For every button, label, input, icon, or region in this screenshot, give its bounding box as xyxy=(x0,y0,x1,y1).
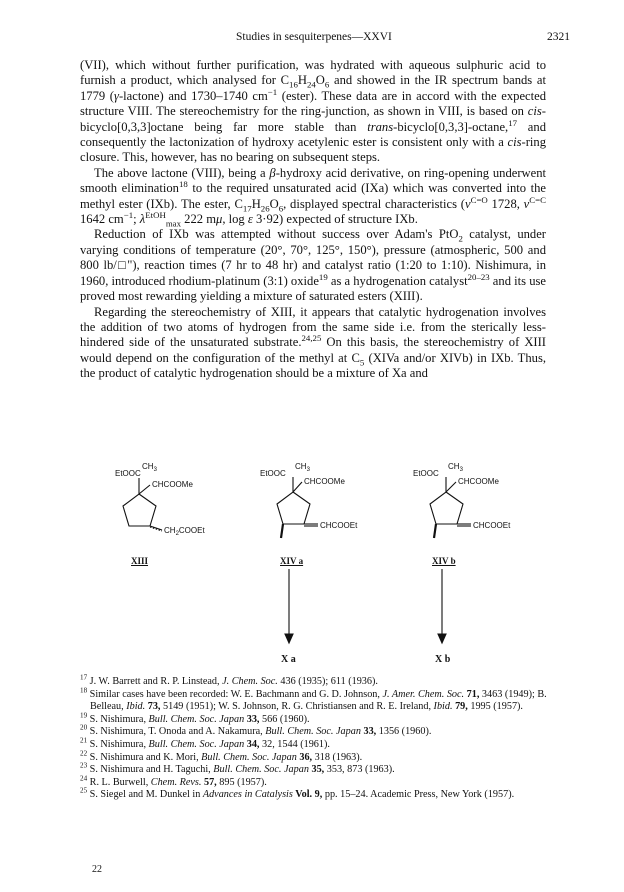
footnote xyxy=(80,711,548,727)
ester-label: EtOOC xyxy=(413,469,439,478)
text-run: -bicyclo[0,3,3]-octane, xyxy=(393,119,509,134)
superscript: −1 xyxy=(123,209,134,220)
footnote xyxy=(80,774,548,790)
product-label-xa: X a xyxy=(281,654,296,665)
text-run: and consequently the lactonization of hydroxy acetylenic ester is consistent only with a xyxy=(80,119,546,150)
text-run: Ibid. xyxy=(126,701,146,713)
superscript: 25 xyxy=(80,786,88,795)
text-run: R. L. Burwell, xyxy=(87,776,151,788)
text-run: 436 (1935); 611 (1936). xyxy=(277,676,378,687)
chemical-scheme xyxy=(80,462,546,670)
superscript: C=O xyxy=(470,194,488,205)
subscript: 24 xyxy=(306,79,316,90)
compound-label-xiva: XIV a xyxy=(280,556,304,566)
arrowhead-xivb xyxy=(438,634,446,643)
text-run: β xyxy=(269,165,276,180)
text-run: , displayed spectral characteristics ( xyxy=(283,196,465,211)
subscript: 17 xyxy=(242,203,252,214)
ester-label: EtOOC xyxy=(115,469,141,478)
branch-label: CHCOOMe xyxy=(304,477,345,486)
superscript: 22 xyxy=(80,749,88,758)
paragraph xyxy=(80,305,546,382)
superscript: EtOH xyxy=(145,209,166,220)
subscript: 26 xyxy=(260,203,270,214)
text-run: 33, xyxy=(244,713,260,725)
text-run: and showed in the IR spectrum bands at 1779 ( xyxy=(80,73,546,103)
text-run: (XIVa and/or XIVb) in IXb. Thus, the product of catalytic hydrogenation should be a mixture of Xa and xyxy=(80,350,546,381)
text-run: 57, xyxy=(201,776,217,788)
text-run: ν xyxy=(523,196,530,211)
text-run: -hydroxy acid derivative, on ring-opening underwent smooth elimination xyxy=(80,165,547,196)
methyl-label: $CH_3$ xyxy=(142,462,157,473)
compound-label-xiii: XIII xyxy=(131,556,149,566)
text-run: λ xyxy=(139,212,146,227)
text-run: cis xyxy=(507,135,522,150)
branch-label: CHCOOMe xyxy=(152,480,193,489)
footnote xyxy=(80,749,548,765)
footnote xyxy=(80,673,548,689)
subscript: 5 xyxy=(359,357,365,368)
text-run: to the required unsaturated acid (IXa) which was converted into the methyl ester (IXb). The ester, C xyxy=(80,181,546,211)
superscript: 20–23 xyxy=(467,271,490,282)
paragraph xyxy=(80,227,546,304)
subscript: 16 xyxy=(289,79,298,90)
subscript: 2 xyxy=(458,233,463,244)
text-run: 73, xyxy=(145,701,161,713)
side-chain-label: CHCOOEt xyxy=(320,521,358,530)
side-chain-label: $CH_2COOEt$ xyxy=(164,526,205,537)
text-run: catalyst, under varying conditions of temperature (20°, 70°, 125°, 150°), pressure (atmospheric, 500 and 800 lb/□"), reaction times (7 hr to 48 hr) and catalyst ratio (1:20 to 1:10). Nishimura, in 1960, introduced rhodium-platinum (3:1) oxide xyxy=(80,227,546,288)
text-run: J. Chem. Soc. xyxy=(222,676,278,687)
text-run: 33, xyxy=(360,726,377,738)
text-run: On this basis, the stereochemistry of XIII would depend on the configuration of the methyl at C xyxy=(80,335,546,365)
text-run: H xyxy=(251,196,261,211)
text-run: (ester). These data are in accord with the expected structure VIII. The stereochemistry for the ring-junction, as shown in VIII, is based on xyxy=(80,88,547,119)
text-run: S. Nishimura and K. Mori, xyxy=(87,751,202,763)
text-run: (VII), which without further purification, was hydrated with aqueous sulphuric acid to furnish a product, which analysed for C xyxy=(80,58,546,88)
page-number: 2321 xyxy=(547,31,570,43)
methyl-label: $CH_3$ xyxy=(295,462,310,473)
text-run: Bull. Chem. Soc. Japan xyxy=(148,738,245,750)
text-run: The above lactone (VIII), being a xyxy=(94,165,270,180)
text-run: S. Nishimura and H. Taguchi, xyxy=(87,764,214,776)
running-title: Studies in sesquiterpenes—XXVI xyxy=(236,31,392,43)
superscript: 24,25 xyxy=(301,333,322,344)
text-run: 3463 (1949); B. Belleau, xyxy=(90,688,547,713)
superscript: 19 xyxy=(80,711,88,720)
superscript: −1 xyxy=(267,86,278,97)
text-run: 35, xyxy=(308,764,325,776)
text-run: Reduction of IXb was attempted without success over Adam's PtO xyxy=(94,227,459,242)
text-run: O xyxy=(315,73,325,88)
subscript: 6 xyxy=(324,79,330,90)
text-run: as a hydrogenation catalyst xyxy=(327,273,468,288)
text-run: Bull. Chem. Soc. Japan xyxy=(213,764,309,776)
text-run: μ xyxy=(215,212,223,227)
text-run: 1728, xyxy=(487,196,524,211)
structure-drawings xyxy=(80,462,546,670)
text-run: O xyxy=(269,196,279,211)
text-run: 71, xyxy=(464,688,482,700)
text-run: pp. 15–24. Academic Press, New York (1957). xyxy=(322,789,515,801)
text-run: 36, xyxy=(296,751,313,763)
text-run: 1995 (1957). xyxy=(467,701,523,713)
text-run: γ xyxy=(114,88,119,103)
superscript: 21 xyxy=(80,736,88,745)
text-run: Vol. 9, xyxy=(292,789,323,801)
footnote xyxy=(80,723,548,739)
structure-xivb xyxy=(430,477,471,538)
text-run: -bicyclo[0,3,3]octane being far more stable than xyxy=(80,104,546,134)
text-run: , log xyxy=(222,212,248,227)
text-run: Bull. Chem. Soc. Japan xyxy=(148,713,245,725)
text-run: 353, 873 (1963). xyxy=(324,764,395,776)
compound-label-xivb: XIV b xyxy=(432,556,456,566)
footnote xyxy=(80,761,548,777)
superscript: 23 xyxy=(80,761,88,770)
subscript: 6 xyxy=(278,203,284,214)
text-run: Bull. Chem. Soc. Japan xyxy=(201,751,297,763)
text-run: J. Amer. Chem. Soc. xyxy=(382,688,465,700)
footnotes xyxy=(80,673,548,802)
text-run: 222 m xyxy=(181,212,216,227)
text-run: 566 (1960). xyxy=(259,713,310,725)
text-run: 32, 1544 (1961). xyxy=(259,738,330,750)
text-run: ; xyxy=(133,212,140,227)
text-run: 79, xyxy=(452,701,468,713)
superscript: 17 xyxy=(508,117,517,128)
text-run: 318 (1963). xyxy=(312,751,363,763)
running-header xyxy=(0,31,624,47)
paragraph xyxy=(80,166,546,228)
paragraph xyxy=(80,58,546,166)
text-run: J. W. Barrett and R. P. Linstead, xyxy=(87,676,223,687)
text-run: -ring closure. This, however, has no bearing on subsequent steps. xyxy=(80,135,546,165)
text-run: H xyxy=(297,73,307,88)
superscript: 20 xyxy=(80,723,88,732)
text-run: Similar cases have been recorded: W. E. Bachmann and G. D. Johnson, xyxy=(87,688,383,700)
text-run: Advances in Catalysis xyxy=(202,789,293,801)
text-run: and its use proved most rewarding yielding a mixture of saturated esters (XIII). xyxy=(80,273,546,304)
text-run: S. Siegel and M. Dunkel in xyxy=(87,789,203,801)
superscript: 24 xyxy=(80,774,88,783)
text-run: 1356 (1960). xyxy=(376,726,432,738)
text-run: 1642 cm xyxy=(80,212,124,227)
text-run: Ibid. xyxy=(433,701,453,713)
methyl-label: $CH_3$ xyxy=(448,462,463,473)
text-run: Bull. Chem. Soc. Japan xyxy=(265,726,361,738)
superscript: C=C xyxy=(529,194,546,205)
text-run: S. Nishimura, T. Onoda and A. Nakamura, xyxy=(87,726,266,738)
superscript: 17 xyxy=(80,673,88,682)
footnote xyxy=(80,736,548,752)
side-chain-label: CHCOOEt xyxy=(473,521,511,530)
superscript: 18 xyxy=(178,179,188,190)
structure-xiva xyxy=(277,477,318,538)
text-run: -lactone) and 1730–1740 cm xyxy=(118,88,268,103)
text-run: ε xyxy=(247,212,253,227)
footnote xyxy=(80,786,548,802)
text-run: 34, xyxy=(244,738,260,750)
text-run: cis xyxy=(527,104,542,119)
superscript: 19 xyxy=(318,271,328,282)
arrowhead-xiva xyxy=(285,634,293,643)
text-run: ν xyxy=(464,196,471,211)
text-run: 895 (1957). xyxy=(216,776,267,788)
subscript: max xyxy=(165,218,181,229)
signature-number: 22 xyxy=(92,864,102,875)
product-label-xb: X b xyxy=(435,654,451,665)
text-run: S. Nishimura, xyxy=(87,713,149,725)
branch-label: CHCOOMe xyxy=(458,477,499,486)
ester-label: EtOOC xyxy=(260,469,286,478)
superscript: 18 xyxy=(80,686,88,695)
text-run: 5149 (1951); W. S. Johnson, R. G. Christiansen and R. E. Ireland, xyxy=(160,701,434,713)
footnote xyxy=(80,686,548,714)
text-run: trans xyxy=(367,119,394,134)
text-run: Regarding the stereochemistry of XIII, it appears that catalytic hydrogenation involves the addition of two atoms of hydrogen from the same side i.e. from the sterically less-hindered side of the unsaturated substrate. xyxy=(80,304,546,350)
text-run: S. Nishimura, xyxy=(87,738,149,750)
text-run: Chem. Revs. xyxy=(150,776,202,788)
text-run: 3·92) expected of structure IXb. xyxy=(252,212,418,227)
body-text xyxy=(80,58,546,382)
